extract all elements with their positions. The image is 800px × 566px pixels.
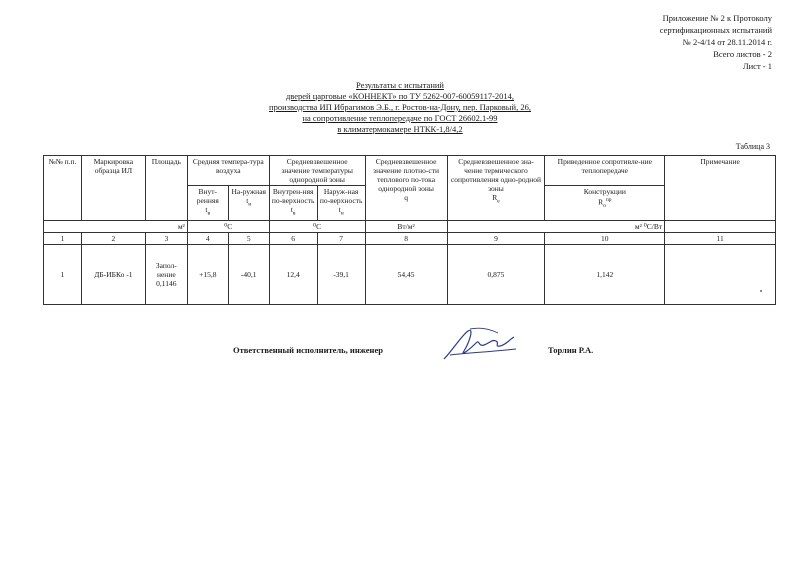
appendix-line-5: Лист - 1	[742, 61, 772, 71]
table-row	[44, 244, 776, 304]
results-table	[43, 155, 776, 305]
title-line-5: в климатермокамере НТКК-1,8/4,2	[337, 124, 463, 134]
table-label: Таблица 3	[735, 142, 770, 151]
col-number: 11	[665, 232, 776, 244]
row-q: 54,45	[365, 244, 447, 304]
header-marking: Маркировка образца ИЛ	[81, 156, 145, 221]
header-construction: Конструкции $R_o^{пр}$	[545, 186, 665, 221]
header-num: №№ п.п.	[44, 156, 82, 221]
row-ts-in: 12,4	[269, 244, 317, 304]
col-number: 8	[365, 232, 447, 244]
appendix-line-3: № 2-4/14 от 28.11.2014 г.	[682, 37, 772, 47]
col-number: 5	[228, 232, 269, 244]
title-line-2: дверей царговые «КОННЕКТ» по ТУ 5262-007-60059117-2014,	[285, 91, 515, 101]
signer-name: Торлин Р.А.	[548, 345, 594, 355]
row-num: 1	[44, 244, 82, 304]
signature-label: Ответственный исполнитель, инженер	[233, 345, 383, 355]
appendix-line-1: Приложение № 2 к Протоколу	[662, 13, 772, 23]
unit-air-temp: ⁰С	[187, 220, 269, 232]
col-number: 4	[187, 232, 228, 244]
header-reduced: Приведенное сопротивле-ние теплопередаче	[545, 156, 665, 186]
header-outer: На-ружная $t_н$	[228, 186, 269, 221]
header-inner: Внут-ренняя $t_в$	[187, 186, 228, 221]
header-surface-temp: Средневзвешенное значение температуры однородной зоны	[269, 156, 365, 186]
row-area-label: Запол-нение	[155, 260, 177, 279]
col-number: 7	[317, 232, 365, 244]
col-number: 9	[447, 232, 545, 244]
row-ts-out: -39,1	[317, 244, 365, 304]
col-number: 6	[269, 232, 317, 244]
title-line-3: производства ИП Ибрагимов Э.Б., г. Ростов-на-Дону, пер. Парковый, 26,	[269, 102, 531, 112]
header-resistance-symbol: $R_e$	[492, 193, 500, 205]
header-row-1	[44, 156, 776, 186]
row-area-value: 0,1146	[156, 278, 177, 288]
header-area: Площадь	[145, 156, 187, 221]
appendix-header	[660, 12, 772, 72]
unit-heat-flow: Вт/м²	[365, 220, 447, 232]
row-t-in: +15,8	[187, 244, 228, 304]
unit-area: м²	[44, 220, 188, 232]
header-resistance	[447, 156, 545, 221]
scan-speck	[760, 290, 762, 292]
header-air-temp: Средняя темпера-тура воздуха	[187, 156, 269, 186]
col-number: 2	[81, 232, 145, 244]
title-line-4: на сопротивление теплопередаче по ГОСТ 26602.1-99	[302, 113, 498, 123]
header-heat-flow-text: Средневзвешенное значение плотно-сти теплового по-тока однородной зоны	[373, 157, 440, 193]
title-line-1: Результаты с испытаний	[356, 80, 444, 90]
col-number: 3	[145, 232, 187, 244]
handwritten-signature-icon	[440, 325, 520, 365]
row-note	[665, 244, 776, 304]
unit-resistance: м² ⁰С/Вт	[447, 220, 665, 232]
column-numbers-row	[44, 232, 776, 244]
header-inner-surface: Внутрен-няя по-верхность $t_в$	[269, 186, 317, 221]
appendix-line-2: сертификационных испытаний	[659, 25, 772, 35]
col-number: 10	[545, 232, 665, 244]
col-number: 1	[44, 232, 82, 244]
header-heat-flow-symbol: q	[404, 193, 408, 202]
document-title	[0, 80, 800, 135]
unit-surface-temp: ⁰С	[269, 220, 365, 232]
row-t-out: -40,1	[228, 244, 269, 304]
appendix-line-4: Всего листов - 2	[713, 49, 772, 59]
row-area	[145, 244, 187, 304]
header-heat-flow	[365, 156, 447, 221]
units-row	[44, 220, 776, 232]
header-note: Примечание	[665, 156, 776, 221]
row-marking: ДБ-ИБКо -1	[81, 244, 145, 304]
row-r-e: 0,875	[447, 244, 545, 304]
header-outer-surface: Наруж-ная по-верхность $t_н$	[317, 186, 365, 221]
header-resistance-text: Средневзвешенное зна-чение термического сопротивления одно-родной зоны	[450, 157, 542, 193]
row-r-o: 1,142	[545, 244, 665, 304]
